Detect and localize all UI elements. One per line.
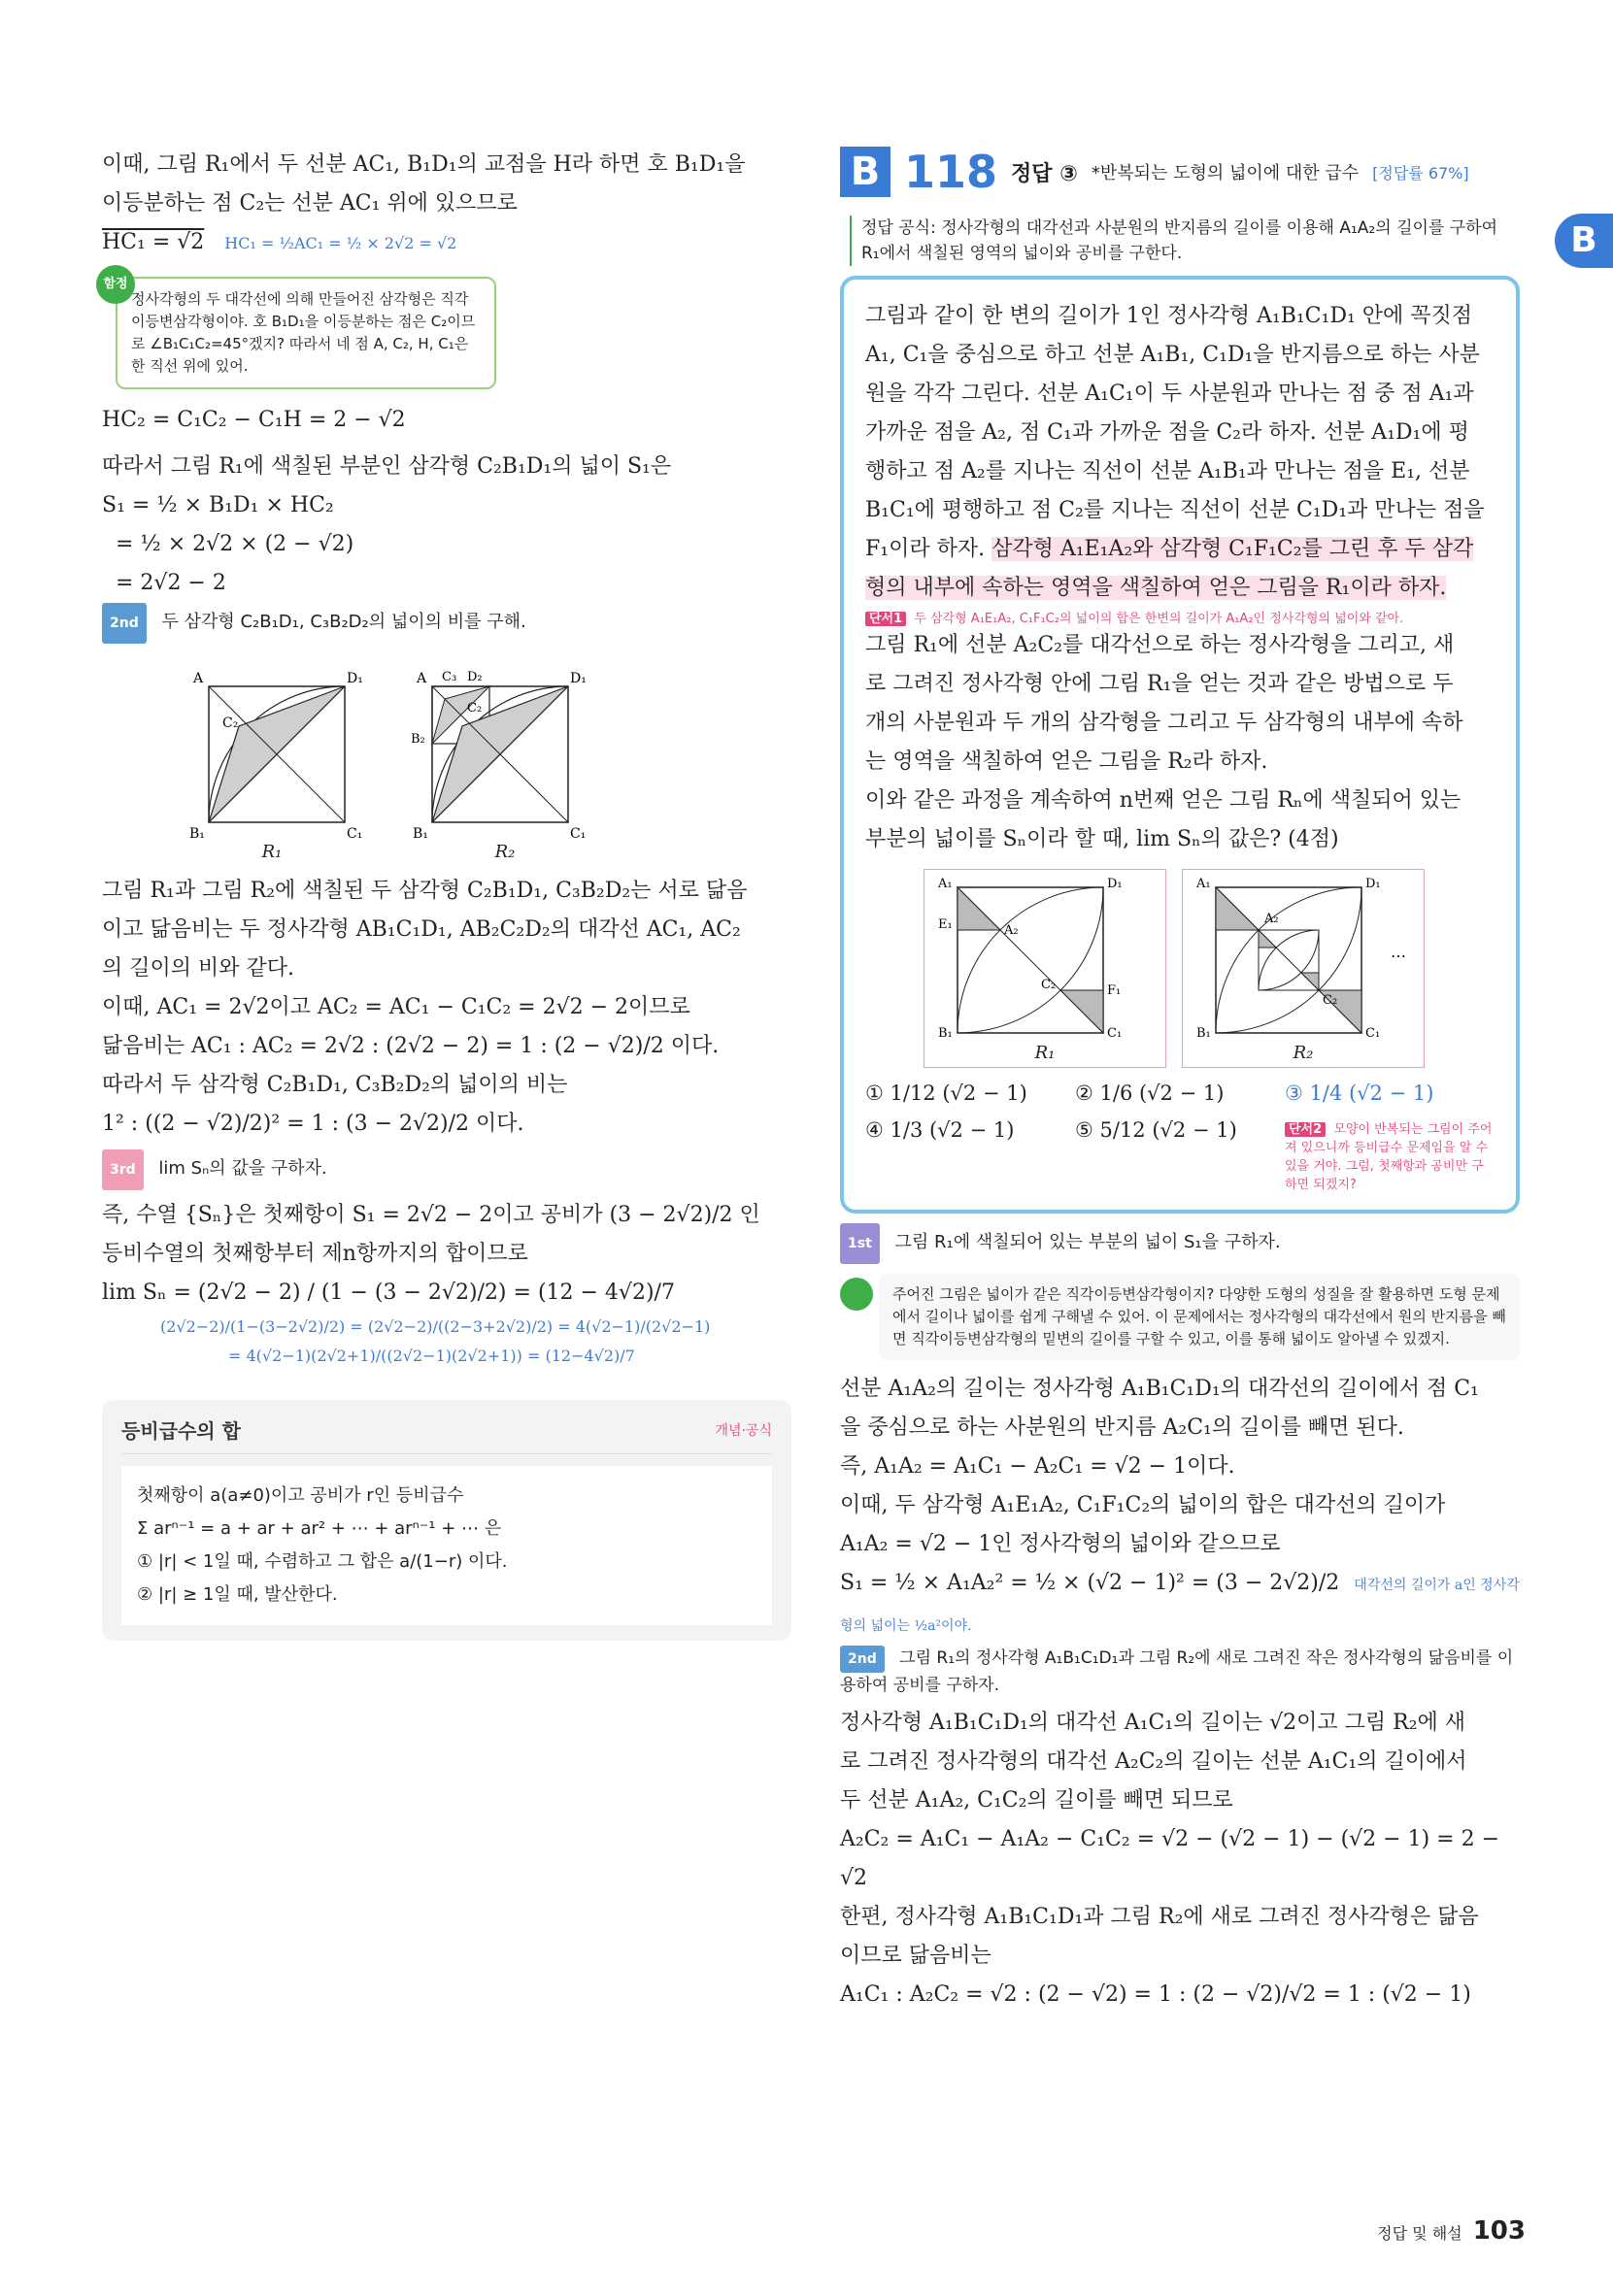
step-text: lim Sₙ의 값을 구하자. xyxy=(158,1158,327,1179)
label-C2: C₂ xyxy=(1041,978,1057,992)
formula-line: ② |r| ≥ 1일 때, 발산한다. xyxy=(137,1584,338,1605)
equation: HC₂ = C₁C₂ − C₁H = 2 − √2 xyxy=(102,408,406,432)
label-D1: D₁ xyxy=(570,671,587,686)
problem-line xyxy=(865,569,1495,608)
step-badge-3rd: 3rd xyxy=(102,1149,144,1190)
clue-2 xyxy=(1285,1118,1495,1192)
label-C1: C₁ xyxy=(1107,1026,1123,1039)
label-A1: A₁ xyxy=(938,877,953,891)
equation: lim Sₙ = (2√2 − 2) / (1 − (3 − 2√2)/2) = (12 − 4√2)/7 xyxy=(102,1281,675,1305)
formula-line: ① |r| < 1일 때, 수렴하고 그 합은 a/(1−r) 이다. xyxy=(137,1551,508,1572)
left-column xyxy=(102,146,791,1641)
trap-badge: 함정 xyxy=(96,265,135,304)
text-line: 즉, 수열 {Sₙ}은 첫째항이 S₁ = 2√2 − 2이고 공비가 (3 − 2√2)/2 인 xyxy=(102,1203,760,1227)
formula-box xyxy=(102,1400,791,1641)
footer-label: 정답 및 해설 xyxy=(1377,2224,1462,2243)
label-A: A xyxy=(417,671,427,686)
highlighted-text: 형의 내부에 속하는 영역을 색칠하여 얻은 그림을 R₁이라 하자. xyxy=(865,576,1447,600)
problem-line: B₁C₁에 평행하고 점 C₂를 지나는 직선이 선분 C₁D₁과 만나는 점을 xyxy=(865,498,1485,522)
text-line: 의 길이의 비와 같다. xyxy=(102,956,294,981)
problem-line: 로 그려진 정사각형 안에 그림 R₁을 얻는 것과 같은 방법으로 두 xyxy=(865,672,1454,696)
step-badge-2nd: 2nd xyxy=(102,603,147,644)
figure-r1 xyxy=(924,869,1166,1068)
solution-tip-text: 주어진 그림은 넓이가 같은 직각이등변삼각형이지? 다양한 도형의 성질을 잘 활용하면 도형 문제에서 길이나 넓이를 쉽게 구해낼 수 있어. 이 문제에서는 정사각형의 대각선에서 원의 반지름을 빼면 직각이등변삼각형의 밑변의 길이를 구할 수 있고, 이를 통해 넓이도 알아낼 수 있겠지. xyxy=(892,1285,1506,1348)
text-line: 이등분하는 점 C₂는 선분 AC₁ 위에 있으므로 xyxy=(102,191,518,216)
solution-line: 로 그려진 정사각형의 대각선 A₂C₂의 길이는 선분 A₁C₁의 길이에서 xyxy=(840,1749,1467,1774)
figure-caption: R₂ xyxy=(494,842,516,862)
equation: = ½ × 2√2 × (2 − √2) xyxy=(116,532,354,556)
problem-figures xyxy=(924,869,1495,1068)
solution-line: 즉, A₁A₂ = A₁C₁ − A₂C₁ = √2 − 1이다. xyxy=(840,1454,1235,1479)
text-line: 그림 R₁과 그림 R₂에 색칠된 두 삼각형 C₂B₁D₁, C₃B₂D₂는 서로 닮음 xyxy=(102,879,748,903)
text-line: 이고 닮음비는 두 정사각형 AB₁C₁D₁, AB₂C₂D₂의 대각선 AC₁, AC₂ xyxy=(102,917,741,942)
text-line: 이때, AC₁ = 2√2이고 AC₂ = AC₁ − C₁C₂ = 2√2 − 2이므로 xyxy=(102,995,690,1019)
figure-r1-svg xyxy=(928,874,1161,1039)
figure-caption: R₁ xyxy=(261,842,283,862)
text-line: 1² : ((2 − √2)/2)² = 1 : (3 − 2√2)/2 이다. xyxy=(102,1112,524,1136)
step-badge-2nd: 2nd xyxy=(840,1646,885,1673)
problem-line: 이와 같은 과정을 계속하여 n번째 얻은 그림 Rₙ에 색칠되어 있는 xyxy=(865,788,1462,813)
label-E1: E₁ xyxy=(938,917,953,932)
formula-line: 첫째항이 a(a≠0)이고 공비가 r인 등비급수 xyxy=(137,1485,464,1506)
problem-line: 원을 각각 그린다. 선분 A₁C₁이 두 사분원과 만나는 점 중 점 A₁과 xyxy=(865,382,1474,406)
right-column xyxy=(840,146,1520,2014)
figure-r2-svg xyxy=(1187,874,1420,1039)
choice-4[interactable]: ④ 1/3 (√2 − 1) xyxy=(865,1118,1015,1142)
solution-line: 선분 A₁A₂의 길이는 정사각형 A₁B₁C₁D₁의 대각선의 길이에서 점 C₁ xyxy=(840,1377,1479,1401)
figure-caption: R₁ xyxy=(1034,1043,1056,1063)
problem-text: F₁이라 하자. xyxy=(865,537,986,561)
label-A1: A₁ xyxy=(1196,877,1211,891)
text-line: 따라서 두 삼각형 C₂B₁D₁, C₃B₂D₂의 넓이의 비는 xyxy=(102,1073,568,1097)
page-number: 103 xyxy=(1472,2216,1526,2246)
label-C1: C₁ xyxy=(570,826,587,842)
figure-r2 xyxy=(403,667,607,862)
formula-line: Σ arⁿ⁻¹ = a + ar + ar² + ⋯ + arⁿ⁻¹ + ⋯ 은 xyxy=(137,1518,502,1539)
problem-header xyxy=(840,146,1520,198)
equation: S₁ = ½ × A₁A₂² = ½ × (√2 − 1)² = (3 − 2√2)/2 xyxy=(840,1571,1340,1595)
label-C2: C₂ xyxy=(1323,993,1338,1008)
choice-5[interactable]: ⑤ 5/12 (√2 − 1) xyxy=(1075,1118,1237,1142)
label-B2: B₂ xyxy=(411,732,425,747)
figure-r1 xyxy=(180,667,364,862)
label-A2: A₂ xyxy=(1004,923,1019,938)
step-row xyxy=(840,1223,1520,1264)
formula-box-title: 등비급수의 합 xyxy=(121,1419,241,1443)
problem-line: 그림 R₁에 선분 A₂C₂를 대각선으로 하는 정사각형을 그리고, 새 xyxy=(865,633,1455,657)
solution-line: 이때, 두 삼각형 A₁E₁A₂, C₁F₁C₂의 넓이의 합은 대각선의 길이가 xyxy=(840,1493,1446,1517)
clue-1 xyxy=(865,608,1495,626)
equation-note: (2√2−2)/(1−(3−2√2)/2) = (2√2−2)/((2−3+2√2)/2) = 4(√2−1)/(2√2−1) xyxy=(160,1317,711,1336)
choice-2[interactable]: ② 1/6 (√2 − 1) xyxy=(1075,1081,1225,1105)
answer-choices xyxy=(865,1081,1495,1192)
trap-tip-text: 정사각형의 두 대각선에 의해 만들어진 삼각형은 직각이등변삼각형이야. 호 B₁D₁을 이등분하는 점은 C₂이므로 ∠B₁C₁C₂=45°겠지? 따라서 네 점 A, C₂, H, C₁은 한 직선 위에 있어. xyxy=(131,290,476,375)
text-line: 닮음비는 AC₁ : AC₂ = 2√2 : (2√2 − 2) = 1 : (2 − √2)/2 이다. xyxy=(102,1034,720,1058)
label-D1: D₁ xyxy=(1107,877,1123,891)
similarity-figures xyxy=(180,667,791,862)
label-A: A xyxy=(193,671,204,686)
problem-line: 부분의 넓이를 Sₙ이라 할 때, lim Sₙ의 값은? (4점) xyxy=(865,827,1339,851)
solution-tip-box xyxy=(879,1274,1520,1360)
label-B1: B₁ xyxy=(189,826,205,842)
step-text: 그림 R₁의 정사각형 A₁B₁C₁D₁과 그림 R₂에 새로 그려진 작은 정사각형의 닮음비를 이용하여 공비를 구하자. xyxy=(840,1648,1514,1695)
solution-line: 정사각형 A₁B₁C₁D₁의 대각선 A₁C₁의 길이는 √2이고 그림 R₂에 새 xyxy=(840,1711,1466,1735)
step-text: 두 삼각형 C₂B₁D₁, C₃B₂D₂의 넓이의 비를 구해. xyxy=(161,612,526,632)
label-C1: C₁ xyxy=(1365,1026,1381,1039)
label-B1: B₁ xyxy=(1196,1026,1211,1039)
problem-line: 개의 사분원과 두 개의 삼각형을 그리고 두 삼각형의 내부에 속하 xyxy=(865,711,1463,735)
equation-note: 대각선의 길이가 a인 정사각형의 넓이는 ½a²이야. xyxy=(840,1578,1520,1634)
label-D2: D₂ xyxy=(467,670,483,684)
equation-row xyxy=(102,223,791,263)
solution-line: 이므로 닮음비는 xyxy=(840,1944,991,1968)
step-row xyxy=(102,603,791,644)
solution-line: 두 선분 A₁A₂, C₁C₂의 길이를 빼면 되므로 xyxy=(840,1788,1233,1813)
solution-line: A₁A₂ = √2 − 1인 정사각형의 넓이와 같으므로 xyxy=(840,1532,1281,1556)
formula-box-tag: 개념·공식 xyxy=(715,1422,772,1439)
equation-note: HC₁ = ½AC₁ = ½ × 2√2 = √2 xyxy=(224,234,457,252)
formula-box-body xyxy=(121,1466,772,1625)
problem-line xyxy=(865,530,1495,569)
figure-r2 xyxy=(1182,869,1425,1068)
problem-number: 118 xyxy=(904,146,998,198)
section-badge: B xyxy=(840,147,891,197)
choice-3[interactable]: ③ 1/4 (√2 − 1) xyxy=(1285,1081,1434,1105)
label-B1: B₁ xyxy=(938,1026,953,1039)
clue-text: 두 삼각형 A₁E₁A₂, C₁F₁C₂의 넓이의 합은 한변의 길이가 A₁A₂인 정사각형의 넓이와 같아. xyxy=(914,612,1404,626)
equation: = 2√2 − 2 xyxy=(116,571,226,595)
step-badge-1st: 1st xyxy=(840,1223,880,1264)
label-D1: D₁ xyxy=(1365,877,1381,891)
label-A2: A₂ xyxy=(1264,912,1279,926)
solution-line: 한편, 정사각형 A₁B₁C₁D₁과 그림 R₂에 새로 그려진 정사각형은 닮음 xyxy=(840,1905,1479,1929)
step-text: 그림 R₁에 색칠되어 있는 부분의 넓이 S₁을 구하자. xyxy=(894,1232,1281,1252)
label-C2: C₂ xyxy=(467,701,483,715)
solution-line: A₂C₂ = A₁C₁ − A₁A₂ − C₁C₂ = √2 − (√2 − 1) − (√2 − 1) = 2 − √2 xyxy=(840,1827,1500,1890)
highlighted-text: 삼각형 A₁E₁A₂와 삼각형 C₁F₁C₂를 그린 후 두 삼각 xyxy=(991,537,1474,561)
continuation-dots: ⋯ xyxy=(1391,947,1406,965)
label-F1: F₁ xyxy=(1107,983,1122,998)
step-row xyxy=(840,1646,1520,1698)
choice-1[interactable]: ① 1/12 (√2 − 1) xyxy=(865,1081,1027,1105)
solution-line: 을 중심으로 하는 사분원의 반지름 A₂C₁의 길이를 빼면 된다. xyxy=(840,1415,1404,1440)
section-side-tab: B xyxy=(1555,214,1613,268)
label-D1: D₁ xyxy=(347,671,363,686)
clue-badge: 단서2 xyxy=(1285,1122,1326,1137)
label-C3: C₃ xyxy=(442,670,457,684)
label-C1: C₁ xyxy=(347,826,363,842)
equation: HC₁ = √2 xyxy=(102,230,205,254)
solution-line: A₁C₁ : A₂C₂ = √2 : (2 − √2) = 1 : (2 − √2)/√2 = 1 : (√2 − 1) xyxy=(840,1982,1471,2007)
clue-text: 모양이 반복되는 그림이 주어져 있으니까 등비급수 문제임을 알 수 있을 거야. 그럼, 첫째항과 공비만 구하면 되겠지? xyxy=(1285,1122,1493,1192)
trap-tip-box xyxy=(103,277,496,389)
figure-r2-svg xyxy=(403,667,607,842)
step-row xyxy=(102,1149,791,1190)
equation: S₁ = ½ × B₁D₁ × HC₂ xyxy=(102,493,334,517)
problem-box xyxy=(840,276,1520,1214)
formula-box-header xyxy=(121,1415,772,1454)
solution-badge-icon xyxy=(840,1278,873,1311)
problem-line: 는 영역을 색칠하여 얻은 그림을 R₂라 하자. xyxy=(865,749,1268,774)
text-line: 따라서 그림 R₁에 색칠된 부분인 삼각형 C₂B₁D₁의 넓이 S₁은 xyxy=(102,454,672,479)
problem-line: 가까운 점을 A₂, 점 C₁과 가까운 점을 C₂라 하자. 선분 A₁D₁에 평 xyxy=(865,420,1469,445)
clue-badge: 단서1 xyxy=(865,612,906,626)
text-line: 등비수열의 첫째항부터 제n항까지의 합이므로 xyxy=(102,1242,528,1266)
answer-label: 정답 ③ xyxy=(1011,161,1078,186)
figure-caption: R₂ xyxy=(1293,1043,1314,1063)
solution-line xyxy=(840,1564,1520,1646)
accuracy-rate: [정답률 67%] xyxy=(1372,163,1469,183)
page-footer xyxy=(1377,2216,1526,2246)
figure-r1-svg xyxy=(180,667,364,842)
equation-note: = 4(√2−1)(2√2+1)/((2√2−1)(2√2+1)) = (12−4√2)/7 xyxy=(228,1347,635,1365)
label-B1: B₁ xyxy=(413,826,428,842)
label-C2: C₂ xyxy=(222,715,239,731)
topic-label: *반복되는 도형의 넓이에 대한 급수 xyxy=(1091,163,1360,183)
answer-formula-note: 정답 공식: 정사각형의 대각선과 사분원의 반지름의 길이를 이용해 A₁A₂의 길이를 구하여 R₁에서 색칠된 영역의 넓이와 공비를 구한다. xyxy=(850,216,1520,266)
text-line: 이때, 그림 R₁에서 두 선분 AC₁, B₁D₁의 교점을 H라 하면 호 B₁D₁을 xyxy=(102,152,746,177)
problem-line: 그림과 같이 한 변의 길이가 1인 정사각형 A₁B₁C₁D₁ 안에 꼭짓점 xyxy=(865,304,1473,328)
problem-line: A₁, C₁을 중심으로 하고 선분 A₁B₁, C₁D₁을 반지름으로 하는 사분 xyxy=(865,343,1480,367)
problem-line: 행하고 점 A₂를 지나는 직선이 선분 A₁B₁과 만나는 점을 E₁, 선분 xyxy=(865,459,1470,483)
